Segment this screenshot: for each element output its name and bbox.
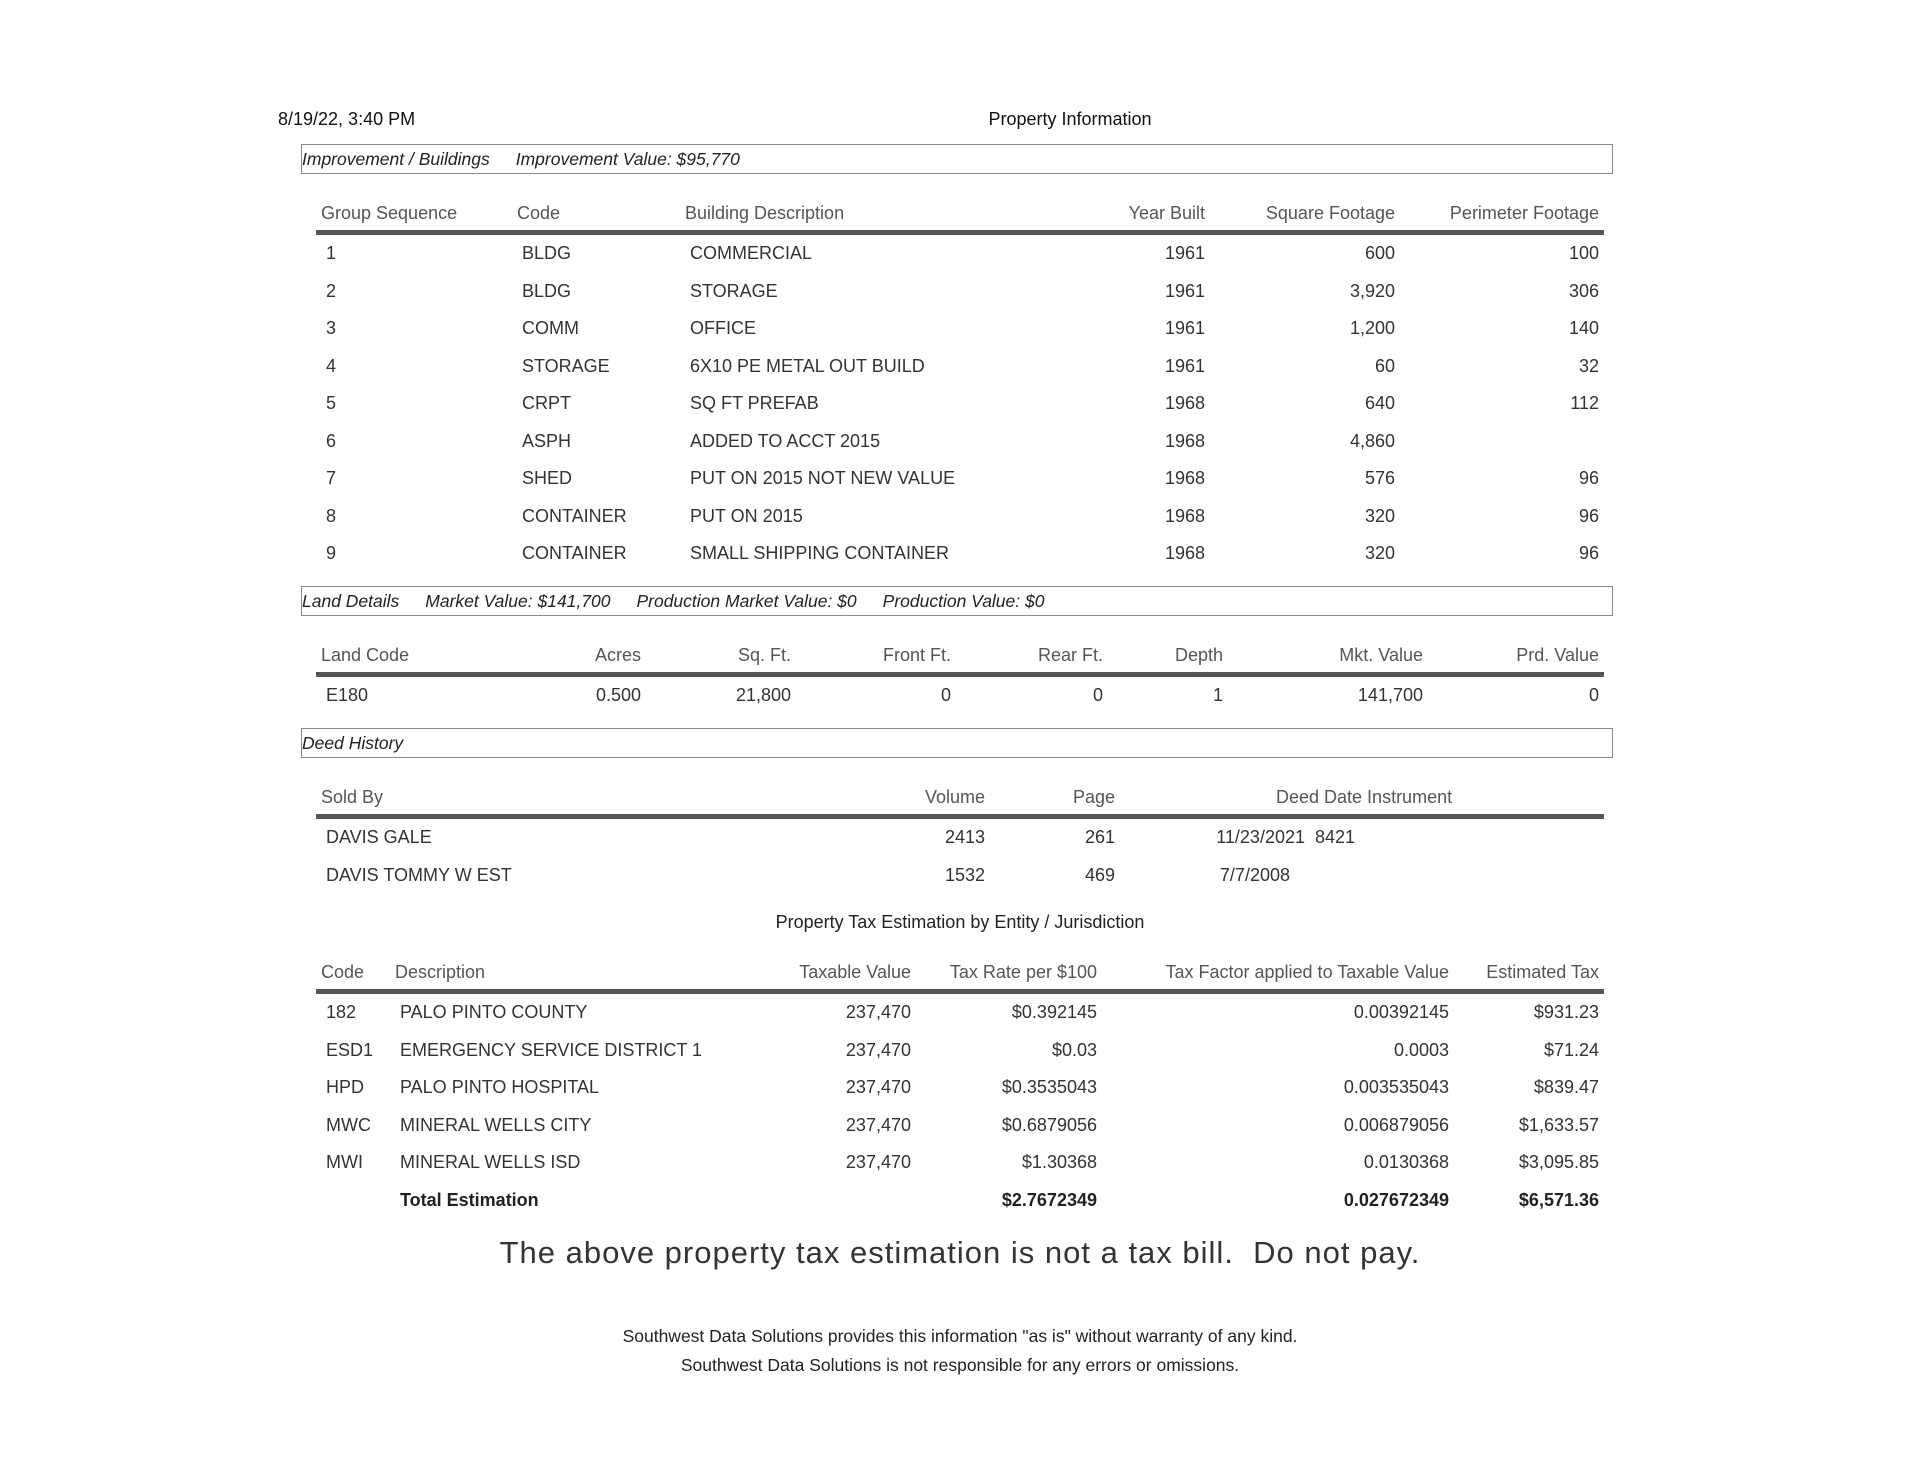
table-cell: 1 (326, 243, 337, 264)
table-cell: 21,800 (735, 685, 791, 706)
table-cell: $1,633.57 (1518, 1114, 1599, 1135)
table-cell (1310, 857, 1390, 895)
column-header: Front Ft. (796, 638, 956, 675)
column-header: Description (390, 955, 736, 992)
table-cell: BLDG (522, 243, 572, 264)
tax-table (316, 955, 1604, 1219)
table-cell: 576 (1364, 468, 1395, 489)
tax-header-row (316, 955, 1604, 992)
table-row (316, 1069, 1604, 1107)
table-cell: ESD1 (326, 1039, 374, 1060)
column-header: Square Footage (1210, 196, 1400, 233)
table-cell: PUT ON 2015 (690, 505, 803, 526)
column-header: Mkt. Value (1228, 638, 1428, 675)
total-row (316, 1182, 1604, 1220)
table-cell: PALO PINTO COUNTY (400, 1002, 588, 1023)
column-header: Building Description (680, 196, 1040, 233)
table-cell: 1961 (1164, 318, 1205, 339)
table-cell: COMM (522, 318, 579, 339)
footer-warranty-line: Southwest Data Solutions provides this information "as is" without warranty of any kind. (622, 1326, 1298, 1346)
table-cell: $3,095.85 (1518, 1152, 1599, 1173)
column-header: Rear Ft. (956, 638, 1108, 675)
improvements-section-header (301, 144, 1613, 174)
table-cell: MWC (326, 1114, 371, 1135)
table-cell: 640 (1364, 393, 1395, 414)
not-a-tax-bill-disclaimer: The above property tax estimation is not a tax bill. Do not pay. (499, 1235, 1421, 1270)
land-section-label: Land Details (302, 590, 400, 611)
total-estimated-tax: $6,571.36 (1518, 1189, 1599, 1210)
column-header: Code (512, 196, 680, 233)
table-cell: 112 (1570, 393, 1599, 414)
table-cell: 469 (1084, 864, 1115, 885)
column-header: Perimeter Footage (1400, 196, 1604, 233)
table-cell: 11/23/2021 (1216, 827, 1305, 848)
table-cell: 141,700 (1357, 685, 1423, 706)
deed-section-header (301, 728, 1613, 758)
column-header: Land Code (316, 638, 526, 675)
table-row (316, 460, 1604, 498)
table-cell: 140 (1568, 318, 1599, 339)
improvements-section-label: Improvement / Buildings (302, 148, 490, 169)
table-cell: DAVIS GALE (326, 827, 432, 848)
table-cell: E180 (326, 685, 369, 706)
table-cell: 1968 (1164, 505, 1205, 526)
table-row (316, 310, 1604, 348)
table-cell: 96 (1578, 505, 1599, 526)
table-cell: $0.3535043 (1001, 1077, 1097, 1098)
deed-table (316, 780, 1604, 894)
table-cell: 6X10 PE METAL OUT BUILD (690, 355, 925, 376)
table-cell: 4 (326, 355, 337, 376)
table-cell: 0.0003 (1393, 1039, 1449, 1060)
column-header: Tax Rate per $100 (916, 955, 1102, 992)
table-cell: OFFICE (690, 318, 756, 339)
table-row (316, 675, 1604, 715)
table-row (316, 1144, 1604, 1182)
table-cell: 0.0130368 (1363, 1152, 1449, 1173)
deed-header-row (316, 780, 1604, 817)
table-cell: 261 (1084, 827, 1115, 848)
column-header: Prd. Value (1428, 638, 1604, 675)
table-cell: MWI (326, 1152, 363, 1173)
table-cell (1400, 423, 1604, 461)
table-cell: 1961 (1164, 280, 1205, 301)
column-header: Deed Date Instrument (1120, 780, 1604, 817)
table-cell: 306 (1568, 280, 1599, 301)
table-cell: 9 (326, 543, 337, 564)
table-cell: 4,860 (1349, 430, 1395, 451)
column-header: Year Built (1040, 196, 1210, 233)
table-cell: 2413 (944, 827, 985, 848)
table-cell: 320 (1364, 543, 1395, 564)
table-cell: 237,470 (845, 1152, 911, 1173)
column-header: Sq. Ft. (646, 638, 796, 675)
land-table (316, 638, 1604, 715)
table-cell: 1961 (1164, 243, 1205, 264)
table-cell: ASPH (522, 430, 572, 451)
table-cell: DAVIS TOMMY W EST (326, 864, 512, 885)
table-cell: 182 (326, 1002, 357, 1023)
table-row (316, 535, 1604, 573)
table-cell: CONTAINER (522, 505, 627, 526)
land-header-row (316, 638, 1604, 675)
table-cell: STORAGE (522, 355, 610, 376)
table-cell: $0.392145 (1011, 1002, 1097, 1023)
table-cell: STORAGE (690, 280, 778, 301)
table-row (316, 273, 1604, 311)
improvement-value: Improvement Value: $95,770 (515, 148, 740, 169)
table-cell: $839.47 (1533, 1077, 1599, 1098)
table-cell: 60 (1374, 355, 1395, 376)
table-cell: 0 (1092, 685, 1103, 706)
land-market-value: Market Value: $141,700 (425, 590, 611, 611)
table-cell: 237,470 (845, 1002, 911, 1023)
table-cell: 600 (1364, 243, 1395, 264)
table-cell: BLDG (522, 280, 572, 301)
table-row (316, 498, 1604, 536)
table-cell: COMMERCIAL (690, 243, 813, 264)
column-header: Page (990, 780, 1120, 817)
table-cell: CRPT (522, 393, 571, 414)
table-cell: $0.03 (1051, 1039, 1097, 1060)
tax-estimation-title: Property Tax Estimation by Entity / Jurisdiction (775, 912, 1145, 932)
table-row (316, 992, 1604, 1032)
table-cell: 237,470 (845, 1039, 911, 1060)
table-cell: 237,470 (845, 1114, 911, 1135)
table-cell: MINERAL WELLS ISD (400, 1152, 581, 1173)
table-cell: 3,920 (1349, 280, 1395, 301)
table-cell: $1.30368 (1021, 1152, 1097, 1173)
table-cell: 0.006879056 (1343, 1114, 1449, 1135)
column-header: Acres (526, 638, 646, 675)
table-row (316, 1107, 1604, 1145)
table-cell: $0.6879056 (1001, 1114, 1097, 1135)
table-cell: HPD (326, 1077, 365, 1098)
table-cell (1390, 857, 1604, 895)
deed-section-label: Deed History (302, 732, 404, 753)
table-cell: CONTAINER (522, 543, 627, 564)
table-cell: 6 (326, 430, 337, 451)
table-cell: 0.003535043 (1343, 1077, 1449, 1098)
column-header: Sold By (316, 780, 896, 817)
table-row (316, 385, 1604, 423)
table-cell (1390, 817, 1604, 857)
table-cell: 2 (326, 280, 337, 301)
table-cell: PUT ON 2015 NOT NEW VALUE (690, 468, 956, 489)
table-cell: 1968 (1164, 430, 1205, 451)
table-cell: 0 (940, 685, 951, 706)
table-cell: 1,200 (1349, 318, 1395, 339)
page-title: Property Information (988, 109, 1152, 129)
table-cell: 5 (326, 393, 337, 414)
total-factor: 0.027672349 (1343, 1189, 1449, 1210)
table-cell: ADDED TO ACCT 2015 (690, 430, 881, 451)
table-cell: 1968 (1164, 393, 1205, 414)
column-header: Estimated Tax (1454, 955, 1604, 992)
table-cell: 1 (1212, 685, 1223, 706)
table-cell: 32 (1578, 355, 1599, 376)
table-cell: 96 (1578, 543, 1599, 564)
column-header: Tax Factor applied to Taxable Value (1102, 955, 1454, 992)
table-cell: SMALL SHIPPING CONTAINER (690, 543, 950, 564)
table-cell (316, 1182, 390, 1220)
table-row (316, 423, 1604, 461)
table-row (316, 1032, 1604, 1070)
column-header: Group Sequence (316, 196, 512, 233)
table-row (316, 817, 1604, 857)
table-cell: 1532 (944, 864, 985, 885)
table-cell: 100 (1568, 243, 1599, 264)
total-label: Total Estimation (400, 1189, 539, 1210)
table-cell: PALO PINTO HOSPITAL (400, 1077, 600, 1098)
table-cell: 3 (326, 318, 337, 339)
table-cell: 8 (326, 505, 337, 526)
table-cell: 7 (326, 468, 337, 489)
table-row (316, 857, 1604, 895)
table-cell: SHED (522, 468, 573, 489)
column-header: Volume (896, 780, 990, 817)
table-cell: SQ FT PREFAB (690, 393, 819, 414)
table-cell: 7/7/2008 (1219, 864, 1290, 885)
column-header: Depth (1108, 638, 1228, 675)
table-cell: $71.24 (1543, 1039, 1599, 1060)
table-cell: 0.00392145 (1353, 1002, 1449, 1023)
table-row (316, 348, 1604, 386)
table-cell: 0.500 (595, 685, 641, 706)
total-rate: $2.7672349 (1001, 1189, 1097, 1210)
column-header: Taxable Value (736, 955, 916, 992)
table-cell: $931.23 (1533, 1002, 1599, 1023)
table-cell: 8421 (1315, 827, 1356, 848)
land-production-market-value: Production Market Value: $0 (636, 590, 857, 611)
table-cell (736, 1182, 916, 1220)
footer-responsibility-line: Southwest Data Solutions is not responsible for any errors or omissions. (680, 1355, 1240, 1375)
improvements-header-row (316, 196, 1604, 233)
print-datetime: 8/19/22, 3:40 PM (278, 109, 416, 129)
table-cell: 1961 (1164, 355, 1205, 376)
improvements-table (316, 196, 1604, 573)
table-cell: 320 (1364, 505, 1395, 526)
column-header: Code (316, 955, 390, 992)
table-cell: 0 (1588, 685, 1599, 706)
table-cell: MINERAL WELLS CITY (400, 1114, 592, 1135)
table-cell: 1968 (1164, 543, 1205, 564)
table-cell: 1968 (1164, 468, 1205, 489)
land-section-header (301, 586, 1613, 616)
table-cell: EMERGENCY SERVICE DISTRICT 1 (400, 1039, 703, 1060)
table-cell: 237,470 (845, 1077, 911, 1098)
land-production-value: Production Value: $0 (882, 590, 1045, 611)
table-row (316, 233, 1604, 273)
table-cell: 96 (1578, 468, 1599, 489)
